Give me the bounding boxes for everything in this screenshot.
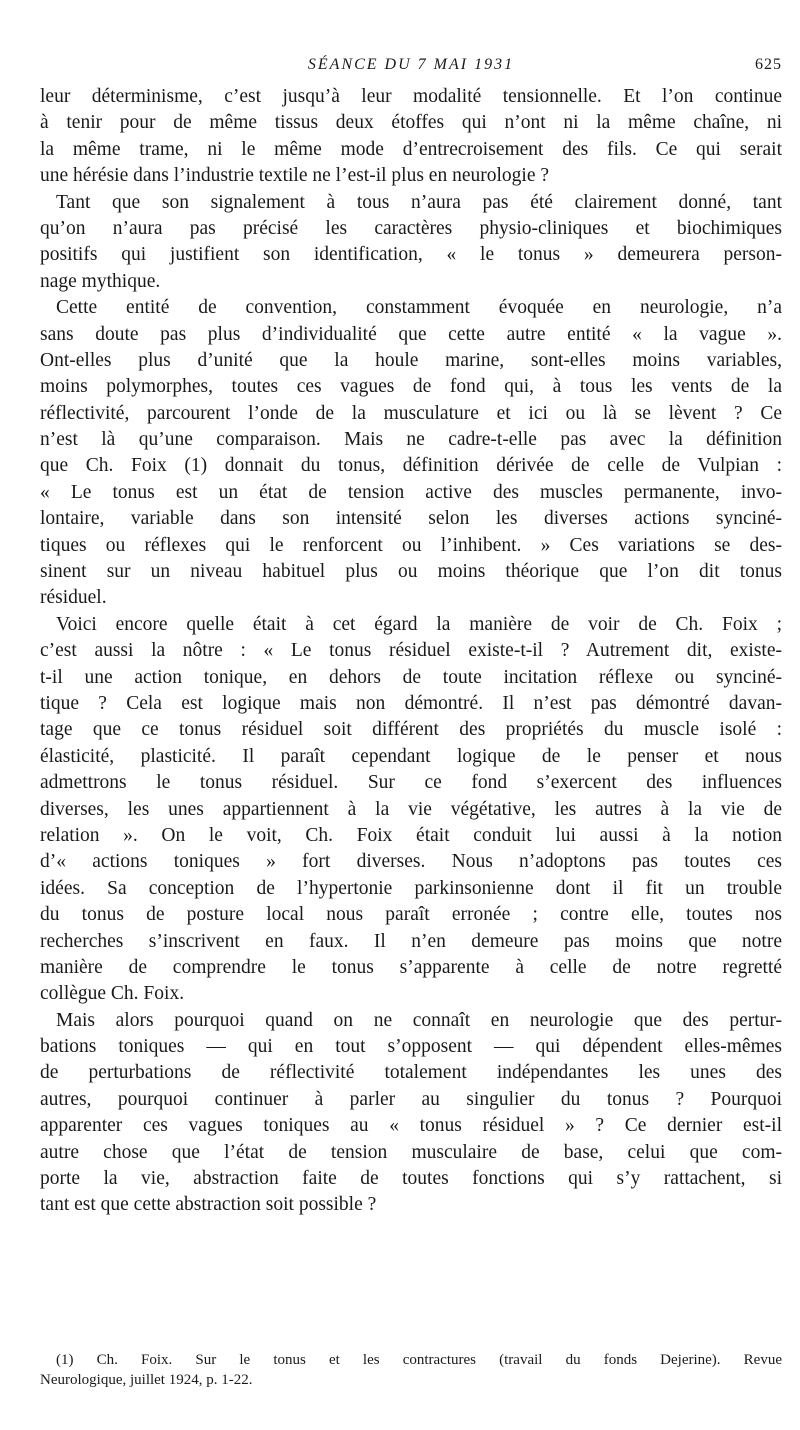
footnote — [40, 1350, 782, 1390]
text-line: positifs qui justifient son identification, « le tonus » demeurera person- — [40, 244, 782, 266]
text-line: une hérésie dans l’industrie textile ne l’est-il plus en neurologie ? — [40, 165, 550, 187]
text-line: idées. Sa conception de l’hypertonie parkinsonienne dont il fit un trouble — [40, 877, 782, 899]
text-line: Ont-elles plus d’unité que la houle marine, sont-elles moins variables, — [40, 349, 782, 371]
text-line: tant est que cette abstraction soit possible ? — [40, 1194, 377, 1216]
footnote-line: (1) Ch. Foix. Sur le tonus et les contractures (travail du fonds Dejerine). Revue — [56, 1352, 782, 1368]
text-line: réflectivité, parcourent l’onde de la musculature et ici ou là se lèvent ? Ce — [40, 402, 782, 424]
text-line: c’est aussi la nôtre : « Le tonus résiduel existe-t-il ? Autrement dit, existe- — [40, 640, 782, 662]
text-line: sinent sur un niveau habituel plus ou moins théorique que l’on dit tonus — [40, 561, 782, 583]
text-line: qu’on n’aura pas précisé les caractères physio-cliniques et biochimiques — [40, 217, 782, 239]
text-line: d’« actions toniques » fort diverses. Nous n’adoptons pas toutes ces — [40, 851, 782, 873]
text-line: admettrons le tonus résiduel. Sur ce fond s’exercent des influences — [40, 772, 782, 794]
text-line: tage que ce tonus résiduel soit différent des propriétés du muscle isolé : — [40, 719, 782, 741]
paragraph — [40, 612, 782, 1008]
text-line: autre chose que l’état de tension musculaire de base, celui que com- — [40, 1141, 782, 1163]
paragraph — [40, 190, 782, 296]
text-line: « Le tonus est un état de tension active des muscles permanente, invo- — [40, 481, 782, 503]
text-line: élasticité, plasticité. Il paraît cependant logique de le penser et nous — [40, 745, 782, 767]
paragraph — [40, 84, 782, 190]
text-line: leur déterminisme, c’est jusqu’à leur modalité tensionnelle. Et l’on continue — [40, 86, 782, 107]
text-line: la même trame, ni le même mode d’entrecroisement des fils. Ce qui serait — [40, 138, 782, 160]
text-line: apparenter ces vagues toniques au « tonus résiduel » ? Ce dernier est-il — [40, 1115, 782, 1137]
text-line: t-il une action tonique, en dehors de toute incitation réflexe ou synciné- — [40, 666, 782, 688]
text-line: autres, pourquoi continuer à parler au singulier du tonus ? Pourquoi — [40, 1088, 782, 1110]
text-line: Mais alors pourquoi quand on ne connaît en neurologie que des pertur- — [56, 1009, 782, 1031]
text-line: nage mythique. — [40, 270, 161, 292]
body-text — [40, 84, 782, 1219]
text-line: que Ch. Foix (1) donnait du tonus, définition dérivée de celle de Vulpian : — [40, 455, 782, 477]
text-line: bations toniques — qui en tout s’opposent — qui dépendent elles-mêmes — [40, 1036, 782, 1058]
text-line: à tenir pour de même tissus deux étoffes qui n’ont ni la même chaîne, ni — [40, 112, 782, 134]
text-line: collègue Ch. Foix. — [40, 983, 185, 1005]
text-line: manière de comprendre le tonus s’apparente à celle de notre regretté — [40, 956, 782, 978]
running-head: SÉANCE DU 7 MAI 1931 — [307, 56, 515, 73]
text-line: de perturbations de réflectivité totalement indépendantes les unes des — [40, 1062, 782, 1084]
text-line: diverses, les unes appartiennent à la vie végétative, les autres à la vie de — [40, 798, 782, 820]
text-line: moins polymorphes, toutes ces vagues de fond qui, à tous les vents de la — [40, 376, 782, 398]
text-line: tiques ou réflexes qui le renforcent ou l’inhibent. » Ces variations se des- — [40, 534, 782, 556]
text-line: relation ». On le voit, Ch. Foix était conduit lui aussi à la notion — [40, 824, 782, 846]
paragraph — [40, 1008, 782, 1219]
text-line: Voici encore quelle était à cet égard la manière de voir de Ch. Foix ; — [56, 613, 782, 635]
text-line: résiduel. — [40, 587, 107, 609]
text-line: du tonus de posture local nous paraît erronée ; contre elle, toutes nos — [40, 904, 782, 926]
text-line: tique ? Cela est logique mais non démontré. Il n’est pas démontré davan- — [40, 692, 782, 714]
footnote-line: Neurologique, juillet 1924, p. 1-22. — [40, 1372, 253, 1388]
page-number: 625 — [755, 56, 782, 73]
paragraph — [40, 295, 782, 612]
text-line: recherches s’inscrivent en faux. Il n’en demeure pas moins que notre — [40, 930, 782, 952]
text-line: lontaire, variable dans son intensité selon les diverses actions synciné- — [40, 508, 782, 530]
text-line: Cette entité de convention, constamment évoquée en neurologie, n’a — [56, 297, 782, 319]
text-line: sans doute pas plus d’individualité que cette autre entité « la vague ». — [40, 323, 782, 345]
text-line: Tant que son signalement à tous n’aura pas été clairement donné, tant — [56, 191, 782, 213]
text-line: n’est là qu’une comparaison. Mais ne cadre-t-elle pas avec la définition — [40, 429, 782, 451]
page-header — [40, 52, 782, 86]
text-line: porte la vie, abstraction faite de toutes fonctions qui s’y rattachent, si — [40, 1168, 782, 1190]
